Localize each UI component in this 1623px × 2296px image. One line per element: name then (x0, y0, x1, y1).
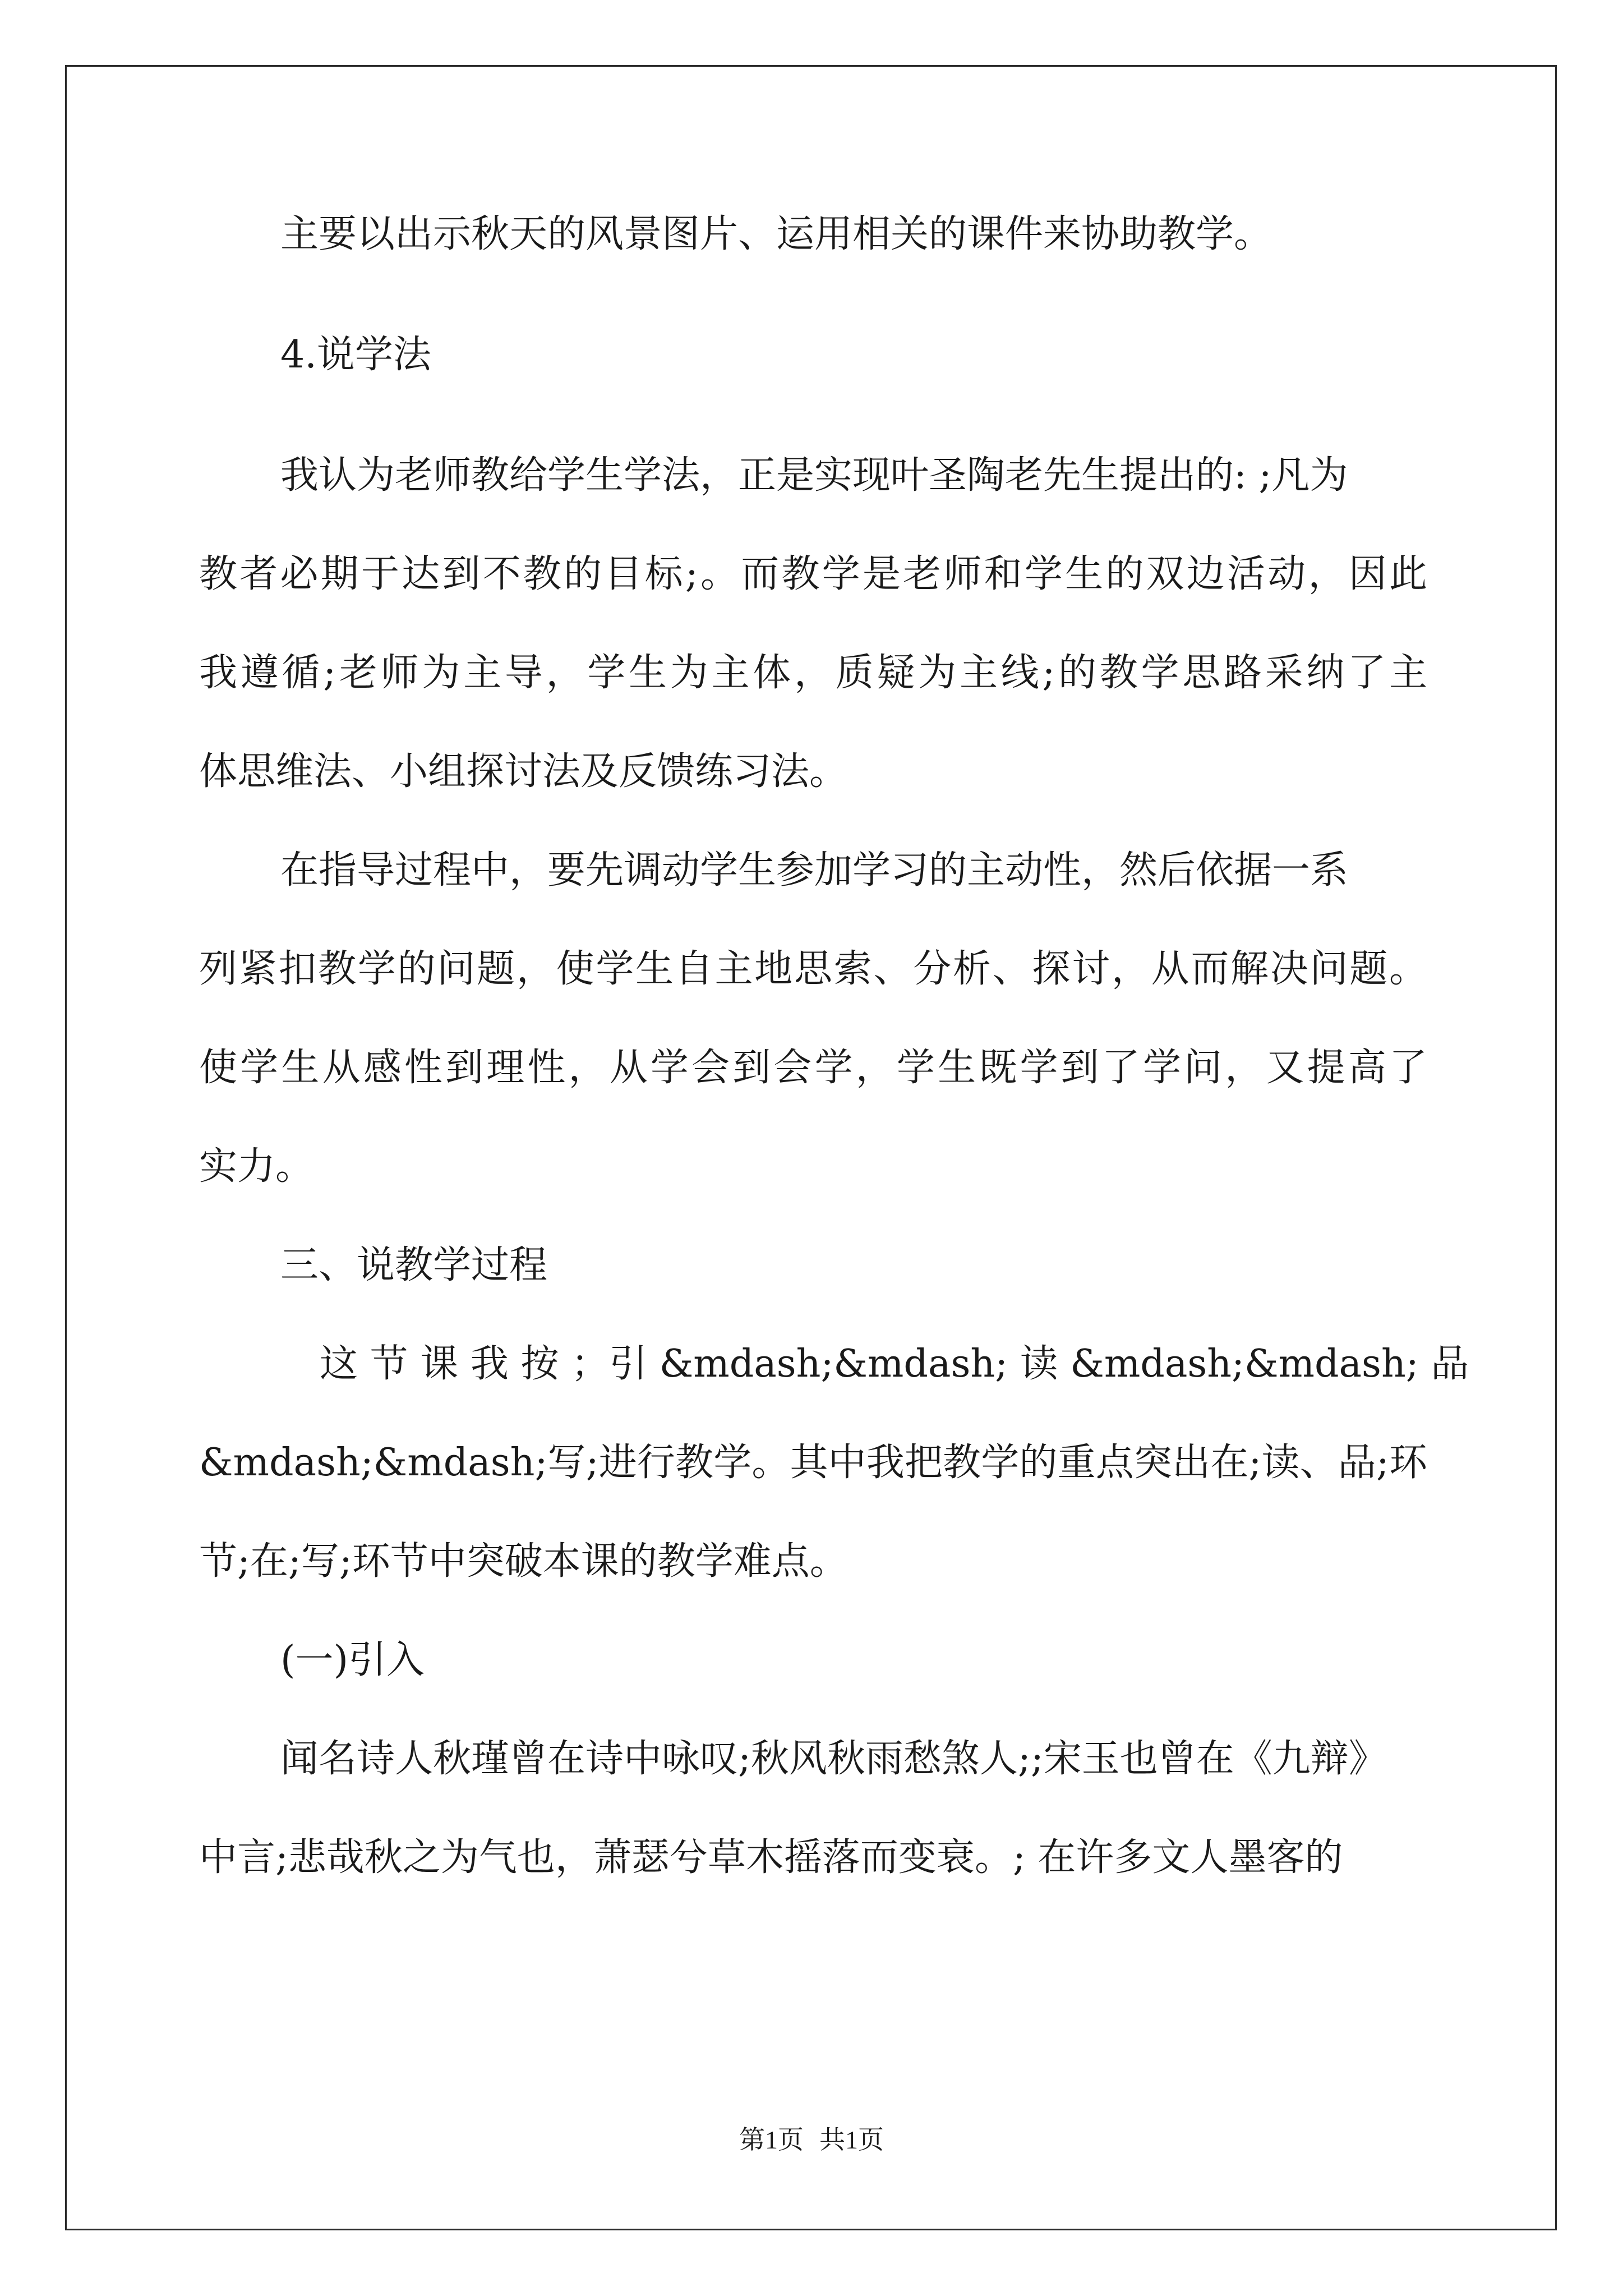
paragraph-line: 节;在;写;环节中突破本课的教学难点。 (199, 1539, 848, 1584)
page-total: 共1页 (819, 2125, 884, 2154)
paragraph-line: 体思维法、小组探讨法及反馈练习法。 (199, 749, 848, 794)
paragraph-line: 闻名诗人秋瑾曾在诗中咏叹;秋风秋雨愁煞人;;宋玉也曾在《九辩》 (280, 1737, 1387, 1781)
paragraph-line: 主要以出示秋天的风景图片、运用相关的课件来协助教学。 (280, 212, 1272, 256)
page-number: 第1页 (739, 2125, 804, 2154)
paragraph-line: 我认为老师教给学生学法，正是实现叶圣陶老先生提出的: ;凡为 (280, 453, 1348, 498)
paragraph-line: 中言;悲哉秋之为气也，萧瑟兮草木摇落而变衰。; 在许多文人墨客的 (199, 1835, 1343, 1880)
section-heading: 4.说学法 (280, 333, 431, 377)
paragraph-line: 这 节 课 我 按 ；引 &mdash;&mdash; 读 &mdash;&mdash; 品 (320, 1342, 1469, 1386)
section-heading: (一)引入 (280, 1638, 425, 1682)
paragraph-line: &mdash;&mdash;写;进行教学。其中我把教学的重点突出在;读、品;环 (199, 1441, 1427, 1485)
paragraph-line: 使学生从感性到理性，从学会到会学，学生既学到了学问，又提高了 (199, 1046, 1427, 1090)
paragraph-line: 我遵循;老师为主导，学生为主体，质疑为主线;的教学思路采纳了主 (199, 651, 1427, 695)
page-footer (0, 2123, 1623, 2157)
paragraph-line: 在指导过程中，要先调动学生参加学习的主动性，然后依据一系 (280, 848, 1349, 892)
paragraph-line: 教者必期于达到不教的目标;。而教学是老师和学生的双边活动，因此 (199, 552, 1427, 596)
paragraph-line: 列紧扣教学的问题，使学生自主地思索、分析、探讨，从而解决问题。 (199, 947, 1427, 991)
paragraph-line: 实力。 (199, 1144, 314, 1189)
section-heading: 三、说教学过程 (280, 1243, 548, 1287)
